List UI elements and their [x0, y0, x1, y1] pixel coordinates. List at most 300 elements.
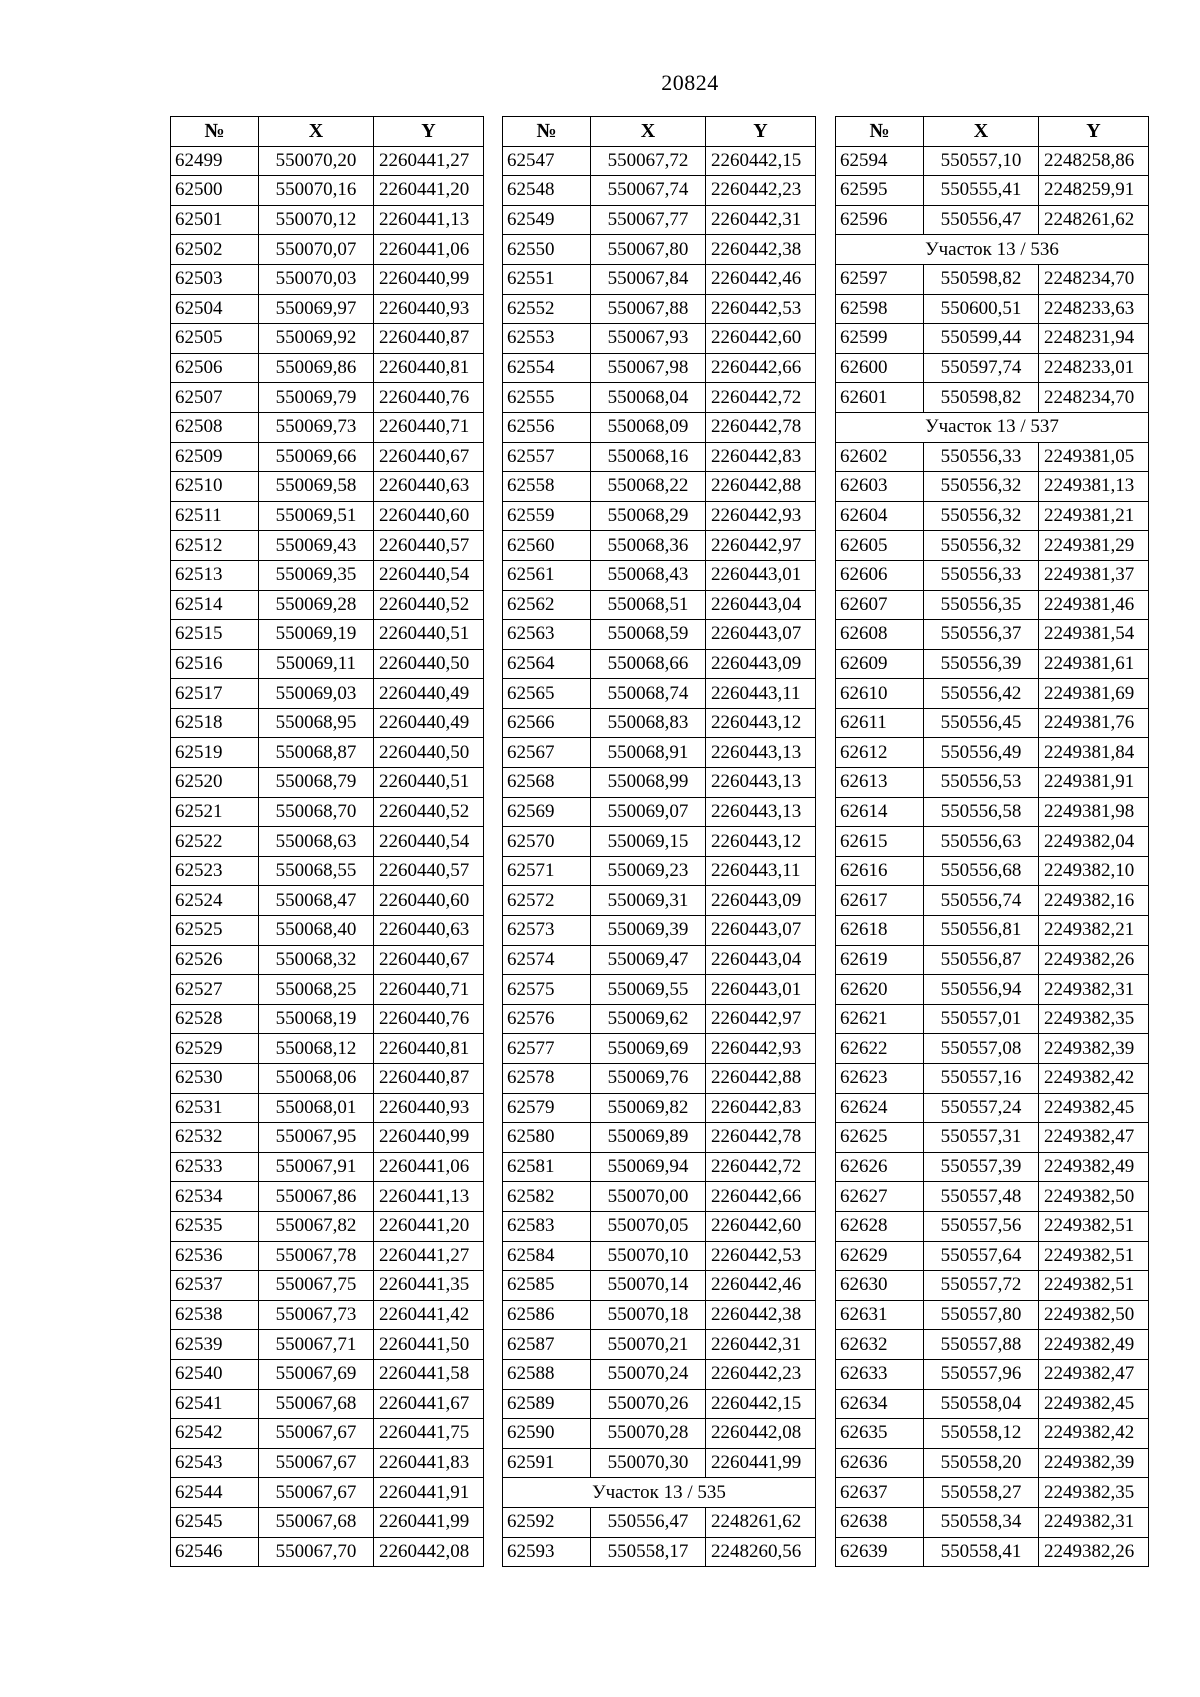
table-row — [171, 1448, 484, 1478]
section-row — [836, 235, 1149, 265]
x-coordinate-cell: 550068,01 — [259, 1093, 374, 1123]
point-number-cell: 62591 — [503, 1448, 591, 1478]
y-coordinate-cell: 2260443,12 — [706, 708, 816, 738]
table-row — [171, 827, 484, 857]
table-row — [171, 501, 484, 531]
y-coordinate-cell: 2260442,23 — [706, 176, 816, 206]
table-row — [171, 1300, 484, 1330]
point-number-cell: 62605 — [836, 531, 924, 561]
x-coordinate-cell: 550067,71 — [259, 1330, 374, 1360]
x-coordinate-cell: 550556,47 — [924, 205, 1039, 235]
coordinate-table-3 — [835, 116, 1149, 1567]
table-row — [171, 708, 484, 738]
table-row — [171, 1211, 484, 1241]
x-coordinate-cell: 550558,27 — [924, 1478, 1039, 1508]
x-coordinate-cell: 550556,49 — [924, 738, 1039, 768]
x-coordinate-cell: 550070,05 — [591, 1211, 706, 1241]
y-coordinate-cell: 2260441,75 — [374, 1419, 484, 1449]
y-coordinate-cell: 2260442,72 — [706, 1152, 816, 1182]
y-coordinate-cell: 2249381,98 — [1039, 797, 1149, 827]
x-coordinate-cell: 550067,70 — [259, 1537, 374, 1567]
table-row — [503, 1093, 816, 1123]
y-coordinate-cell: 2260443,04 — [706, 945, 816, 975]
y-coordinate-cell: 2260440,81 — [374, 1034, 484, 1064]
point-number-cell: 62635 — [836, 1419, 924, 1449]
x-coordinate-cell: 550068,99 — [591, 768, 706, 798]
point-number-cell: 62624 — [836, 1093, 924, 1123]
table-row — [503, 442, 816, 472]
x-coordinate-cell: 550070,24 — [591, 1359, 706, 1389]
point-number-cell: 62536 — [171, 1241, 259, 1271]
point-number-cell: 62585 — [503, 1271, 591, 1301]
table-row — [503, 1211, 816, 1241]
point-number-cell: 62578 — [503, 1064, 591, 1094]
y-coordinate-cell: 2249382,04 — [1039, 827, 1149, 857]
table-row — [171, 324, 484, 354]
point-number-cell: 62606 — [836, 560, 924, 590]
y-coordinate-cell: 2249382,42 — [1039, 1064, 1149, 1094]
y-coordinate-cell: 2249382,45 — [1039, 1389, 1149, 1419]
x-coordinate-cell: 550067,68 — [259, 1507, 374, 1537]
y-coordinate-cell: 2260440,76 — [374, 383, 484, 413]
point-number-cell: 62504 — [171, 294, 259, 324]
x-coordinate-cell: 550067,72 — [591, 146, 706, 176]
x-coordinate-cell: 550069,94 — [591, 1152, 706, 1182]
point-number-cell: 62552 — [503, 294, 591, 324]
point-number-cell: 62583 — [503, 1211, 591, 1241]
point-number-cell: 62597 — [836, 264, 924, 294]
x-coordinate-cell: 550068,79 — [259, 768, 374, 798]
x-coordinate-cell: 550068,63 — [259, 827, 374, 857]
y-coordinate-cell: 2260443,13 — [706, 768, 816, 798]
y-coordinate-cell: 2249382,42 — [1039, 1419, 1149, 1449]
table-row — [836, 679, 1149, 709]
y-coordinate-cell: 2249381,05 — [1039, 442, 1149, 472]
point-number-cell: 62553 — [503, 324, 591, 354]
y-coordinate-cell: 2260440,81 — [374, 353, 484, 383]
y-coordinate-cell: 2260442,88 — [706, 472, 816, 502]
coordinate-table-2 — [502, 116, 816, 1567]
table-row — [171, 264, 484, 294]
point-number-cell: 62521 — [171, 797, 259, 827]
table-row — [503, 264, 816, 294]
table-row — [171, 975, 484, 1005]
y-coordinate-cell: 2249382,21 — [1039, 916, 1149, 946]
y-coordinate-cell: 2260440,93 — [374, 1093, 484, 1123]
table-row — [503, 738, 816, 768]
point-number-cell: 62631 — [836, 1300, 924, 1330]
x-coordinate-cell: 550069,39 — [591, 916, 706, 946]
x-coordinate-cell: 550068,47 — [259, 886, 374, 916]
y-coordinate-cell: 2249382,47 — [1039, 1123, 1149, 1153]
y-coordinate-cell: 2260440,52 — [374, 797, 484, 827]
y-coordinate-cell: 2249382,49 — [1039, 1152, 1149, 1182]
point-number-cell: 62576 — [503, 1004, 591, 1034]
table-row — [836, 1419, 1149, 1449]
x-coordinate-cell: 550069,62 — [591, 1004, 706, 1034]
table-row — [836, 916, 1149, 946]
x-coordinate-cell: 550068,06 — [259, 1064, 374, 1094]
point-number-cell: 62577 — [503, 1034, 591, 1064]
table-row — [171, 620, 484, 650]
y-coordinate-cell: 2249381,13 — [1039, 472, 1149, 502]
x-coordinate-cell: 550556,32 — [924, 501, 1039, 531]
y-coordinate-cell: 2249382,51 — [1039, 1241, 1149, 1271]
y-coordinate-cell: 2260441,13 — [374, 1182, 484, 1212]
y-coordinate-cell: 2260443,12 — [706, 827, 816, 857]
point-number-cell: 62511 — [171, 501, 259, 531]
y-coordinate-cell: 2260442,97 — [706, 1004, 816, 1034]
x-coordinate-cell: 550556,94 — [924, 975, 1039, 1005]
table-row — [836, 205, 1149, 235]
y-coordinate-cell: 2260443,07 — [706, 620, 816, 650]
x-coordinate-cell: 550557,72 — [924, 1271, 1039, 1301]
table-row — [171, 1478, 484, 1508]
table-row — [836, 1478, 1149, 1508]
table-row — [171, 1330, 484, 1360]
header-number: № — [503, 117, 591, 147]
y-coordinate-cell: 2260442,78 — [706, 412, 816, 442]
table-row — [836, 531, 1149, 561]
table-row — [836, 827, 1149, 857]
point-number-cell: 62599 — [836, 324, 924, 354]
x-coordinate-cell: 550069,35 — [259, 560, 374, 590]
y-coordinate-cell: 2249382,51 — [1039, 1211, 1149, 1241]
point-number-cell: 62558 — [503, 472, 591, 502]
table-row — [503, 324, 816, 354]
table-row — [503, 1241, 816, 1271]
point-number-cell: 62562 — [503, 590, 591, 620]
x-coordinate-cell: 550067,86 — [259, 1182, 374, 1212]
point-number-cell: 62637 — [836, 1478, 924, 1508]
x-coordinate-cell: 550070,28 — [591, 1419, 706, 1449]
x-coordinate-cell: 550070,03 — [259, 264, 374, 294]
table-row — [836, 1211, 1149, 1241]
point-number-cell: 62638 — [836, 1507, 924, 1537]
point-number-cell: 62600 — [836, 353, 924, 383]
point-number-cell: 62628 — [836, 1211, 924, 1241]
point-number-cell: 62630 — [836, 1271, 924, 1301]
table-row — [171, 235, 484, 265]
table-row — [836, 1182, 1149, 1212]
y-coordinate-cell: 2260440,87 — [374, 1064, 484, 1094]
table-row — [171, 797, 484, 827]
point-number-cell: 62614 — [836, 797, 924, 827]
point-number-cell: 62566 — [503, 708, 591, 738]
y-coordinate-cell: 2260440,60 — [374, 501, 484, 531]
y-coordinate-cell: 2248259,91 — [1039, 176, 1149, 206]
table-row — [503, 235, 816, 265]
x-coordinate-cell: 550557,96 — [924, 1359, 1039, 1389]
point-number-cell: 62623 — [836, 1064, 924, 1094]
y-coordinate-cell: 2260443,13 — [706, 797, 816, 827]
y-coordinate-cell: 2260443,11 — [706, 679, 816, 709]
point-number-cell: 62568 — [503, 768, 591, 798]
table-row — [503, 1419, 816, 1449]
table-row — [836, 176, 1149, 206]
x-coordinate-cell: 550068,51 — [591, 590, 706, 620]
point-number-cell: 62601 — [836, 383, 924, 413]
x-coordinate-cell: 550068,43 — [591, 560, 706, 590]
header-row — [503, 117, 816, 147]
y-coordinate-cell: 2260440,57 — [374, 856, 484, 886]
point-number-cell: 62563 — [503, 620, 591, 650]
point-number-cell: 62505 — [171, 324, 259, 354]
y-coordinate-cell: 2248261,62 — [1039, 205, 1149, 235]
table-row — [836, 1241, 1149, 1271]
point-number-cell: 62520 — [171, 768, 259, 798]
table-row — [171, 916, 484, 946]
x-coordinate-cell: 550067,67 — [259, 1448, 374, 1478]
x-coordinate-cell: 550557,31 — [924, 1123, 1039, 1153]
y-coordinate-cell: 2260441,20 — [374, 1211, 484, 1241]
y-coordinate-cell: 2260441,83 — [374, 1448, 484, 1478]
x-coordinate-cell: 550558,04 — [924, 1389, 1039, 1419]
x-coordinate-cell: 550067,77 — [591, 205, 706, 235]
point-number-cell: 62538 — [171, 1300, 259, 1330]
point-number-cell: 62514 — [171, 590, 259, 620]
y-coordinate-cell: 2260443,01 — [706, 975, 816, 1005]
y-coordinate-cell: 2260440,76 — [374, 1004, 484, 1034]
point-number-cell: 62588 — [503, 1359, 591, 1389]
header-number: № — [171, 117, 259, 147]
x-coordinate-cell: 550598,82 — [924, 264, 1039, 294]
x-coordinate-cell: 550556,74 — [924, 886, 1039, 916]
point-number-cell: 62549 — [503, 205, 591, 235]
x-coordinate-cell: 550070,26 — [591, 1389, 706, 1419]
x-coordinate-cell: 550557,48 — [924, 1182, 1039, 1212]
header-x: X — [259, 117, 374, 147]
x-coordinate-cell: 550070,21 — [591, 1330, 706, 1360]
table-row — [836, 768, 1149, 798]
table-row — [836, 649, 1149, 679]
table-row — [836, 1004, 1149, 1034]
point-number-cell: 62512 — [171, 531, 259, 561]
point-number-cell: 62582 — [503, 1182, 591, 1212]
y-coordinate-cell: 2260440,51 — [374, 768, 484, 798]
point-number-cell: 62602 — [836, 442, 924, 472]
x-coordinate-cell: 550067,95 — [259, 1123, 374, 1153]
x-coordinate-cell: 550558,20 — [924, 1448, 1039, 1478]
x-coordinate-cell: 550069,69 — [591, 1034, 706, 1064]
x-coordinate-cell: 550556,37 — [924, 620, 1039, 650]
y-coordinate-cell: 2260443,11 — [706, 856, 816, 886]
y-coordinate-cell: 2260440,99 — [374, 264, 484, 294]
point-number-cell: 62592 — [503, 1507, 591, 1537]
table-row — [503, 1300, 816, 1330]
x-coordinate-cell: 550556,87 — [924, 945, 1039, 975]
x-coordinate-cell: 550070,12 — [259, 205, 374, 235]
x-coordinate-cell: 550556,35 — [924, 590, 1039, 620]
x-coordinate-cell: 550069,73 — [259, 412, 374, 442]
x-coordinate-cell: 550069,86 — [259, 353, 374, 383]
point-number-cell: 62615 — [836, 827, 924, 857]
x-coordinate-cell: 550069,55 — [591, 975, 706, 1005]
table-row — [836, 1359, 1149, 1389]
x-coordinate-cell: 550556,81 — [924, 916, 1039, 946]
table-row — [503, 1123, 816, 1153]
table-row — [171, 1123, 484, 1153]
point-number-cell: 62586 — [503, 1300, 591, 1330]
x-coordinate-cell: 550067,88 — [591, 294, 706, 324]
point-number-cell: 62633 — [836, 1359, 924, 1389]
point-number-cell: 62629 — [836, 1241, 924, 1271]
table-row — [503, 531, 816, 561]
table-row — [836, 1271, 1149, 1301]
y-coordinate-cell: 2260441,50 — [374, 1330, 484, 1360]
point-number-cell: 62620 — [836, 975, 924, 1005]
header-x: X — [591, 117, 706, 147]
point-number-cell: 62621 — [836, 1004, 924, 1034]
y-coordinate-cell: 2260442,53 — [706, 294, 816, 324]
point-number-cell: 62551 — [503, 264, 591, 294]
y-coordinate-cell: 2260441,20 — [374, 176, 484, 206]
table-row — [503, 353, 816, 383]
table-row — [836, 353, 1149, 383]
y-coordinate-cell: 2248234,70 — [1039, 383, 1149, 413]
point-number-cell: 62570 — [503, 827, 591, 857]
table-row — [171, 205, 484, 235]
x-coordinate-cell: 550070,10 — [591, 1241, 706, 1271]
y-coordinate-cell: 2260442,46 — [706, 1271, 816, 1301]
table-row — [836, 324, 1149, 354]
y-coordinate-cell: 2249382,35 — [1039, 1004, 1149, 1034]
table-row — [171, 531, 484, 561]
x-coordinate-cell: 550069,28 — [259, 590, 374, 620]
table-row — [503, 472, 816, 502]
point-number-cell: 62627 — [836, 1182, 924, 1212]
x-coordinate-cell: 550067,75 — [259, 1271, 374, 1301]
x-coordinate-cell: 550557,24 — [924, 1093, 1039, 1123]
y-coordinate-cell: 2260440,71 — [374, 975, 484, 1005]
point-number-cell: 62513 — [171, 560, 259, 590]
table-row — [171, 176, 484, 206]
table-row — [171, 945, 484, 975]
x-coordinate-cell: 550069,51 — [259, 501, 374, 531]
table-row — [171, 383, 484, 413]
table-row — [503, 1034, 816, 1064]
point-number-cell: 62589 — [503, 1389, 591, 1419]
y-coordinate-cell: 2260440,67 — [374, 945, 484, 975]
point-number-cell: 62509 — [171, 442, 259, 472]
page-number: 20824 — [661, 70, 719, 95]
y-coordinate-cell: 2260441,06 — [374, 1152, 484, 1182]
x-coordinate-cell: 550556,39 — [924, 649, 1039, 679]
x-coordinate-cell: 550069,76 — [591, 1064, 706, 1094]
x-coordinate-cell: 550069,15 — [591, 827, 706, 857]
x-coordinate-cell: 550557,10 — [924, 146, 1039, 176]
x-coordinate-cell: 550070,20 — [259, 146, 374, 176]
point-number-cell: 62500 — [171, 176, 259, 206]
y-coordinate-cell: 2260441,06 — [374, 235, 484, 265]
x-coordinate-cell: 550069,89 — [591, 1123, 706, 1153]
x-coordinate-cell: 550067,98 — [591, 353, 706, 383]
header-x: X — [924, 117, 1039, 147]
y-coordinate-cell: 2260442,38 — [706, 235, 816, 265]
point-number-cell: 62613 — [836, 768, 924, 798]
header-y: Y — [1039, 117, 1149, 147]
point-number-cell: 62636 — [836, 1448, 924, 1478]
point-number-cell: 62545 — [171, 1507, 259, 1537]
point-number-cell: 62626 — [836, 1152, 924, 1182]
table-row — [503, 560, 816, 590]
y-coordinate-cell: 2249382,31 — [1039, 1507, 1149, 1537]
table-row — [836, 1537, 1149, 1567]
x-coordinate-cell: 550067,74 — [591, 176, 706, 206]
point-number-cell: 62622 — [836, 1034, 924, 1064]
y-coordinate-cell: 2248234,70 — [1039, 264, 1149, 294]
x-coordinate-cell: 550067,67 — [259, 1478, 374, 1508]
table-row — [836, 383, 1149, 413]
point-number-cell: 62612 — [836, 738, 924, 768]
point-number-cell: 62607 — [836, 590, 924, 620]
x-coordinate-cell: 550069,97 — [259, 294, 374, 324]
x-coordinate-cell: 550068,59 — [591, 620, 706, 650]
y-coordinate-cell: 2260442,15 — [706, 1389, 816, 1419]
x-coordinate-cell: 550067,78 — [259, 1241, 374, 1271]
table-row — [836, 886, 1149, 916]
y-coordinate-cell: 2260442,08 — [374, 1537, 484, 1567]
y-coordinate-cell: 2260440,57 — [374, 531, 484, 561]
point-number-cell: 62524 — [171, 886, 259, 916]
table-row — [503, 1507, 816, 1537]
point-number-cell: 62530 — [171, 1064, 259, 1094]
y-coordinate-cell: 2260442,78 — [706, 1123, 816, 1153]
x-coordinate-cell: 550597,74 — [924, 353, 1039, 383]
x-coordinate-cell: 550070,07 — [259, 235, 374, 265]
table-row — [503, 886, 816, 916]
y-coordinate-cell: 2249381,91 — [1039, 768, 1149, 798]
x-coordinate-cell: 550556,33 — [924, 442, 1039, 472]
x-coordinate-cell: 550557,16 — [924, 1064, 1039, 1094]
table-row — [836, 945, 1149, 975]
table-row — [171, 886, 484, 916]
x-coordinate-cell: 550070,14 — [591, 1271, 706, 1301]
x-coordinate-cell: 550070,16 — [259, 176, 374, 206]
table-row — [171, 1034, 484, 1064]
table-row — [503, 1330, 816, 1360]
point-number-cell: 62617 — [836, 886, 924, 916]
y-coordinate-cell: 2260442,83 — [706, 442, 816, 472]
x-coordinate-cell: 550069,58 — [259, 472, 374, 502]
table-row — [503, 827, 816, 857]
point-number-cell: 62532 — [171, 1123, 259, 1153]
x-coordinate-cell: 550068,91 — [591, 738, 706, 768]
table-row — [503, 856, 816, 886]
point-number-cell: 62632 — [836, 1330, 924, 1360]
y-coordinate-cell: 2260442,31 — [706, 1330, 816, 1360]
x-coordinate-cell: 550557,88 — [924, 1330, 1039, 1360]
table-row — [836, 1507, 1149, 1537]
point-number-cell: 62561 — [503, 560, 591, 590]
point-number-cell: 62541 — [171, 1389, 259, 1419]
x-coordinate-cell: 550069,66 — [259, 442, 374, 472]
point-number-cell: 62539 — [171, 1330, 259, 1360]
x-coordinate-cell: 550556,45 — [924, 708, 1039, 738]
point-number-cell: 62595 — [836, 176, 924, 206]
y-coordinate-cell: 2260440,99 — [374, 1123, 484, 1153]
y-coordinate-cell: 2260441,35 — [374, 1271, 484, 1301]
x-coordinate-cell: 550068,12 — [259, 1034, 374, 1064]
x-coordinate-cell: 550067,67 — [259, 1419, 374, 1449]
y-coordinate-cell: 2260442,15 — [706, 146, 816, 176]
point-number-cell: 62531 — [171, 1093, 259, 1123]
x-coordinate-cell: 550068,09 — [591, 412, 706, 442]
x-coordinate-cell: 550558,12 — [924, 1419, 1039, 1449]
x-coordinate-cell: 550069,11 — [259, 649, 374, 679]
table-row — [503, 176, 816, 206]
point-number-cell: 62594 — [836, 146, 924, 176]
